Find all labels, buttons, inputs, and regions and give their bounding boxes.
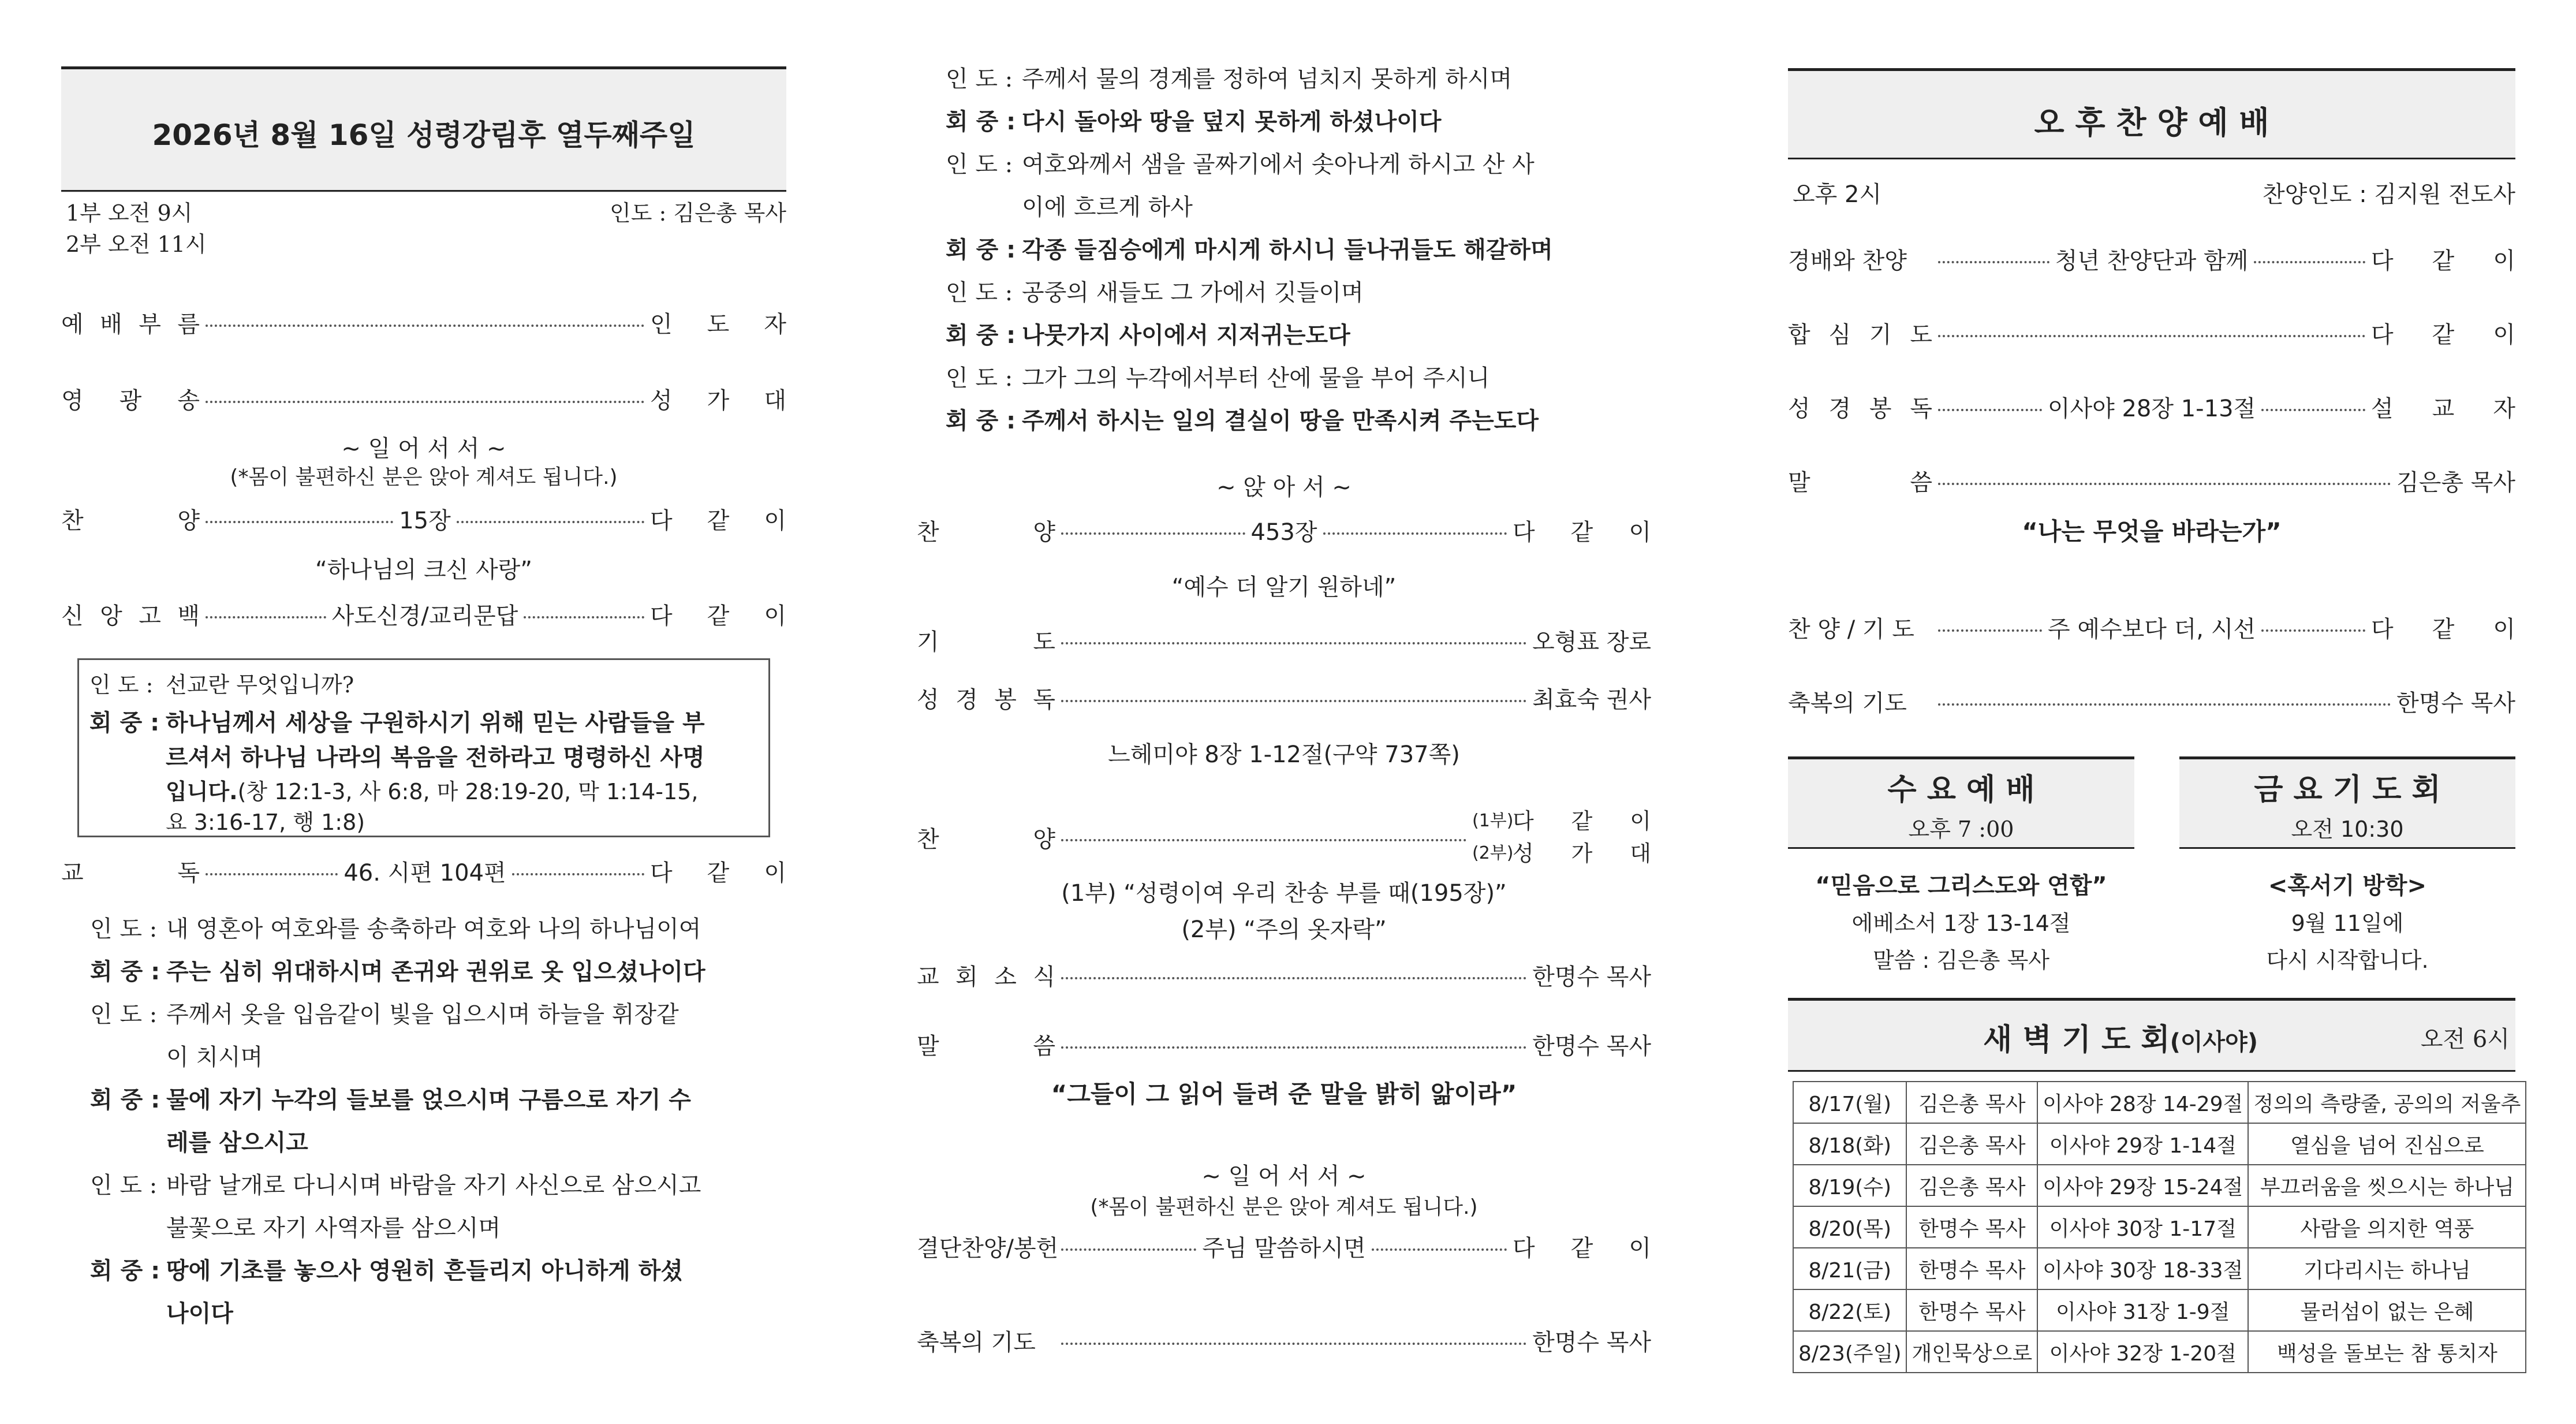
- speaker-label: 인 도 :: [946, 279, 1013, 306]
- leader-cell: 개인묵상으로: [1906, 1331, 2037, 1373]
- song-prayer-label: 찬 양 / 기 도: [1788, 616, 1914, 643]
- theme-cell: 물러섬이 없는 은혜: [2248, 1289, 2526, 1331]
- reading-line: 땅에 기초를 놓으사 영원히 흔들리지 아니하게 하셨: [166, 1258, 683, 1284]
- leader-dots: [1938, 409, 2042, 411]
- offering-song: 주님 말씀하시면: [1202, 1235, 1366, 1262]
- choir-row: 찬 양 (1부) 다 같 이 (2부) 성 가 대: [917, 808, 1651, 866]
- leader-dots: [457, 521, 644, 523]
- catechism-question: 선교란 무엇입니까?: [166, 672, 354, 698]
- passage-cell: 이사야 31장 1-9절: [2037, 1289, 2248, 1331]
- catechism-answer-2: 르셔서 하나님 나라의 복음을 전하라고 명령하신 사명: [166, 744, 705, 771]
- creed-row: 신 앙 고 백 사도신경/교리문답 다 같 이: [61, 598, 786, 631]
- leader-cell: 한명수 목사: [1906, 1289, 2037, 1331]
- leader-dots: [524, 616, 644, 618]
- scripture-row: 성 경 봉 독 이사야 28장 1-13절 설 교 자: [1788, 390, 2515, 423]
- psalm-reading-continued: [946, 58, 1638, 462]
- offering-label: 결단찬양/봉헌: [917, 1235, 1059, 1262]
- theme-cell: 기다리시는 하나님: [2248, 1248, 2526, 1289]
- leader-cell: 김은총 목사: [1906, 1123, 2037, 1165]
- wednesday-sermon-title: “믿음으로 그리스도와 연합”: [1815, 873, 2107, 899]
- scripture-reference: 느헤미야 8장 1-12절(구약 737쪽): [1108, 741, 1460, 768]
- united-prayer-row: 합 심 기 도 다 같 이: [1788, 322, 2515, 348]
- speaker-label: 인 도 :: [90, 1001, 158, 1028]
- reading-line: 바람 날개로 다니시며 바람을 자기 사신으로 삼으시고: [166, 1172, 701, 1199]
- speaker-label: 인 도 :: [946, 365, 1013, 392]
- speaker-label: 인 도 :: [946, 66, 1013, 92]
- reading-line: 불꽃으로 자기 사역자를 삼으시며: [166, 1215, 501, 1242]
- wednesday-title: 수 요 예 배: [1887, 773, 2035, 807]
- responsive-reading-text: 46. 시편 104편: [344, 860, 506, 886]
- speaker-label: 인 도 :: [90, 916, 158, 942]
- speaker-label: 회 중 :: [90, 959, 160, 985]
- scripture-reader: 최효숙 권사: [1532, 687, 1651, 713]
- afternoon-time: 오후 2시: [1793, 181, 1882, 208]
- praise-row: 경배와 찬양 청년 찬양단과 함께 다 같 이: [1788, 243, 2515, 275]
- preacher: 한명수 목사: [1532, 1033, 1651, 1060]
- date-cell: 8/17(월): [1793, 1082, 1906, 1123]
- speaker-label: 회 중 :: [946, 408, 1016, 434]
- column-morning-service: [61, 0, 786, 1424]
- passage-cell: 이사야 30장 18-33절: [2037, 1248, 2248, 1289]
- praise-label: 경배와 찬양: [1788, 248, 1907, 274]
- reading-line: 나뭇가지 사이에서 지저귀는도다: [1022, 322, 1350, 349]
- leader-line: [90, 1164, 777, 1250]
- congregation-response: [946, 314, 1638, 357]
- standup-cue: ~ 일 어 서 서 ~: [341, 435, 506, 462]
- offering-row: 결단찬양/봉헌 주님 말씀하시면 다 같 이: [917, 1230, 1651, 1263]
- speaker-label: 회 중 :: [90, 1087, 160, 1113]
- preacher: 김은총 목사: [2396, 469, 2515, 496]
- reading-line: 주께서 옷을 입음같이 빛을 입으시며 하늘을 휘장같: [166, 1001, 679, 1028]
- leader-line: [946, 58, 1638, 100]
- benediction-row: [917, 1324, 1651, 1357]
- theme-cell: 정의의 측량줄, 공의의 저울추: [2248, 1082, 2526, 1123]
- passage-cell: 이사야 30장 1-17절: [2037, 1206, 2248, 1248]
- leader-dots: [206, 325, 644, 327]
- benediction-label: 축복의 기도: [1788, 690, 1907, 717]
- news-presenter: 한명수 목사: [1532, 964, 1651, 990]
- reading-line: 다시 돌아와 땅을 덮지 못하게 하셨나이다: [1022, 109, 1442, 135]
- theme-cell: 사람을 의지한 역풍: [2248, 1206, 2526, 1248]
- table-row: [1793, 1289, 2526, 1331]
- congregation-response: [90, 1079, 777, 1164]
- table-row: [1793, 1206, 2526, 1248]
- leader-line: [90, 908, 777, 950]
- congregation-response: [90, 950, 777, 993]
- leader-dots: [1061, 839, 1466, 841]
- friday-notice-line-2: 다시 시작합니다.: [2266, 948, 2429, 973]
- table-row: [1793, 1123, 2526, 1165]
- congregation-response: [90, 1250, 777, 1335]
- benediction-label: 축복의 기도: [917, 1329, 1036, 1356]
- date-cell: 8/22(토): [1793, 1289, 1906, 1331]
- leader-dots: [1938, 483, 2391, 485]
- dawn-prayer-schedule: [1793, 1081, 2526, 1373]
- hymn-row: 찬 양 453장 다 같 이: [917, 514, 1651, 547]
- reading-line: 레를 삼으시고: [166, 1129, 308, 1156]
- friday-title: 금 요 기 도 회: [2254, 773, 2441, 807]
- speaker-label: 회 중 :: [90, 1258, 160, 1284]
- congregation-response: [946, 100, 1638, 143]
- creed-text: 사도신경/교리문답: [331, 603, 518, 629]
- dawn-prayer-title: 새 벽 기 도 회(이사야): [1983, 1023, 2258, 1057]
- song-title: 주 예수보다 더, 시선: [2048, 616, 2256, 643]
- reading-line: 나이다: [166, 1300, 233, 1327]
- leader-dots: [1061, 700, 1526, 702]
- catechism-speaker-congregation: 회 중 :: [89, 710, 160, 736]
- leader-cell: 한명수 목사: [1906, 1206, 2037, 1248]
- passage-cell: 이사야 32장 1-20절: [2037, 1331, 2248, 1373]
- reading-line: 물에 자기 누각의 들보를 얹으시며 구름으로 자기 수: [166, 1087, 691, 1113]
- church-news-row: 교 회 소 식 한명수 목사: [917, 959, 1651, 991]
- leader-label: 인도 : 김은총 목사: [610, 200, 786, 226]
- divider: [61, 190, 786, 192]
- leader-dots: [206, 521, 393, 523]
- reading-line: 이 치시며: [166, 1044, 263, 1071]
- leader-line: [946, 271, 1638, 314]
- dawn-schedule-table: [1793, 1081, 2526, 1373]
- wednesday-time: 오후 7 :00: [1908, 817, 2014, 842]
- leader-dots: [206, 616, 326, 618]
- reading-line: 주께서 하시는 일의 결실이 땅을 만족시켜 주는도다: [1022, 408, 1539, 434]
- leader-dots: [206, 873, 338, 875]
- table-row: [1793, 1082, 2526, 1123]
- service-time-1: 1부 오전 9시: [66, 200, 193, 226]
- sermon-title: “그들이 그 읽어 들려 준 말을 밝히 앎이라”: [1051, 1080, 1517, 1108]
- leader-cell: 김은총 목사: [1906, 1165, 2037, 1206]
- standup-cue: ~ 일 어 서 서 ~: [1201, 1163, 1367, 1190]
- hymn-row: 찬 양 15장 다 같 이: [61, 502, 786, 535]
- speaker-label: 인 도 :: [946, 151, 1013, 178]
- standup-note: (*몸이 불편하신 분은 앉아 계셔도 됩니다.): [1090, 1195, 1478, 1219]
- hymn-title: “하나님의 크신 사랑”: [315, 557, 532, 583]
- reading-line: 그가 그의 누각에서부터 산에 물을 부어 주시니: [1022, 365, 1490, 392]
- reading-line: 공중의 새들도 그 가에서 깃들이며: [1022, 279, 1364, 306]
- leader-dots: [1061, 977, 1526, 979]
- leader-dots: [2254, 261, 2365, 263]
- column-service-continued: [917, 0, 1651, 1424]
- afternoon-title: 오 후 찬 양 예 배: [2034, 105, 2269, 141]
- benediction-pastor: 한명수 목사: [2396, 690, 2515, 717]
- reading-line: 주는 심히 위대하시며 존귀와 권위로 옷 입으셨나이다: [166, 959, 705, 985]
- theme-cell: 열심을 넘어 진심으로: [2248, 1123, 2526, 1165]
- catechism-answer-3: 입니다.(창 12:1-3, 사 6:8, 마 28:19-20, 막 1:14-15,: [166, 779, 699, 804]
- wednesday-passage: 에베소서 1장 13-14절: [1851, 911, 2071, 936]
- prayer-row: 기 도 오형표 장로: [917, 624, 1651, 657]
- speaker-label: 회 중 :: [946, 322, 1016, 349]
- passage-cell: 이사야 29장 15-24절: [2037, 1165, 2248, 1206]
- sermon-title: “나는 무엇을 바라는가”: [2022, 517, 2282, 546]
- congregation-response: [946, 400, 1638, 442]
- leader-dots: [1938, 703, 2391, 706]
- catechism-speaker-leader: 인 도 :: [89, 672, 154, 698]
- hymn-number: 15장: [399, 508, 451, 534]
- table-row: [1793, 1331, 2526, 1373]
- wednesday-preacher: 말씀 : 김은총 목사: [1873, 948, 2049, 973]
- congregation-response: [946, 229, 1638, 271]
- standup-note: (*몸이 불편하신 분은 앉아 계셔도 됩니다.): [230, 465, 618, 489]
- date-cell: 8/23(주일): [1793, 1331, 1906, 1373]
- benediction-pastor: 한명수 목사: [1532, 1329, 1651, 1356]
- catechism-box: [77, 658, 770, 837]
- prayer-leader: 오형표 장로: [1532, 629, 1651, 655]
- passage-cell: 이사야 28장 14-29절: [2037, 1082, 2248, 1123]
- leader-cell: 한명수 목사: [1906, 1248, 2037, 1289]
- column-other-services: [1788, 0, 2521, 1424]
- leader-dots: [1938, 629, 2042, 632]
- leader-dots: [1061, 532, 1245, 535]
- benediction-row: [1788, 685, 2515, 718]
- leader-dots: [1938, 261, 2049, 263]
- catechism-answer-1: 하나님께서 세상을 구원하시기 위해 믿는 사람들을 부: [166, 710, 705, 736]
- dawn-prayer-time: 오전 6시: [2420, 1026, 2510, 1053]
- leader-line: [90, 993, 777, 1079]
- leader-cell: 김은총 목사: [1906, 1082, 2037, 1123]
- hymn-title: “예수 더 알기 원하네”: [1171, 574, 1397, 601]
- date-cell: 8/20(목): [1793, 1206, 1906, 1248]
- friday-time: 오전 10:30: [2291, 817, 2404, 842]
- leader-dots: [1323, 532, 1507, 535]
- passage-cell: 이사야 29장 1-14절: [2037, 1123, 2248, 1165]
- leader-dots: [1061, 1343, 1526, 1345]
- reading-line: 각종 들짐승에게 마시게 하시니 들나귀들도 해갈하며: [1022, 237, 1553, 263]
- friday-notice-line-1: 9월 11일에: [2291, 911, 2404, 936]
- speaker-label: 회 중 :: [946, 237, 1016, 263]
- date-cell: 8/19(수): [1793, 1165, 1906, 1206]
- reading-line: 주께서 물의 경계를 정하여 넘치지 못하게 하시며: [1022, 66, 1513, 92]
- scripture-row: 성 경 봉 독 최효숙 권사: [917, 681, 1651, 714]
- hymn-number: 453장: [1250, 519, 1317, 546]
- psalm-reading: [90, 908, 777, 1347]
- leader-dots: [1372, 1248, 1507, 1251]
- table-row: [1793, 1248, 2526, 1289]
- call-to-worship-row: 예 배 부 름 인 도 자: [61, 311, 786, 338]
- theme-cell: 부끄러움을 씻으시는 하나님: [2248, 1165, 2526, 1206]
- afternoon-leader: 찬양인도 : 김지원 전도사: [2262, 181, 2515, 208]
- catechism-refs: 요 3:16-17, 행 1:8): [166, 810, 365, 835]
- service-time-2: 2부 오전 11시: [66, 232, 207, 257]
- song-prayer-row: 찬 양 / 기 도 주 예수보다 더, 시선 다 같 이: [1788, 611, 2515, 644]
- leader-dots: [2261, 629, 2365, 632]
- date-cell: 8/21(금): [1793, 1248, 1906, 1289]
- reading-line: 이에 흐르게 하사: [1022, 194, 1193, 221]
- leader-dots: [2261, 409, 2365, 411]
- leader-dots: [1061, 1046, 1526, 1049]
- reading-line: 여호와께서 샘을 골짜기에서 솟아나게 하시고 산 사: [1022, 151, 1535, 178]
- leader-line: [946, 357, 1638, 400]
- speaker-label: 인 도 :: [90, 1172, 158, 1199]
- sitdown-cue: ~ 앉 아 서 ~: [1216, 474, 1352, 501]
- leader-dots: [1061, 1248, 1196, 1251]
- sermon-row: 말 씀 김은총 목사: [1788, 464, 2515, 497]
- praise-team: 청년 찬양단과 함께: [2055, 248, 2249, 274]
- scripture-passage: 이사야 28장 1-13절: [2047, 396, 2256, 422]
- sermon-row: 말 씀 한명수 목사: [917, 1028, 1651, 1061]
- friday-notice-title: <혹서기 방학>: [2268, 873, 2427, 899]
- leader-dots: [1061, 642, 1526, 644]
- speaker-label: 회 중 :: [946, 109, 1016, 135]
- table-row: [1793, 1165, 2526, 1206]
- page-title: 2026년 8월 16일 성령강림후 열두째주일: [152, 118, 696, 152]
- gloria-row: 영 광 송 성 가 대: [61, 387, 786, 414]
- choir-song-1: (1부) “성령이여 우리 찬송 부를 때(195장)”: [1061, 880, 1507, 907]
- choir-song-2: (2부) “주의 옷자락”: [1181, 916, 1387, 943]
- leader-dots: [1938, 335, 2365, 337]
- responsive-reading-row: 교 독 46. 시편 104편 다 같 이: [61, 855, 786, 888]
- reading-line: 내 영혼아 여호와를 송축하라 여호와 나의 하나님이여: [166, 916, 701, 942]
- leader-line: [946, 143, 1638, 229]
- leader-dots: [512, 873, 644, 875]
- theme-cell: 백성을 돌보는 참 통치자: [2248, 1331, 2526, 1373]
- leader-dots: [206, 401, 644, 403]
- date-cell: 8/18(화): [1793, 1123, 1906, 1165]
